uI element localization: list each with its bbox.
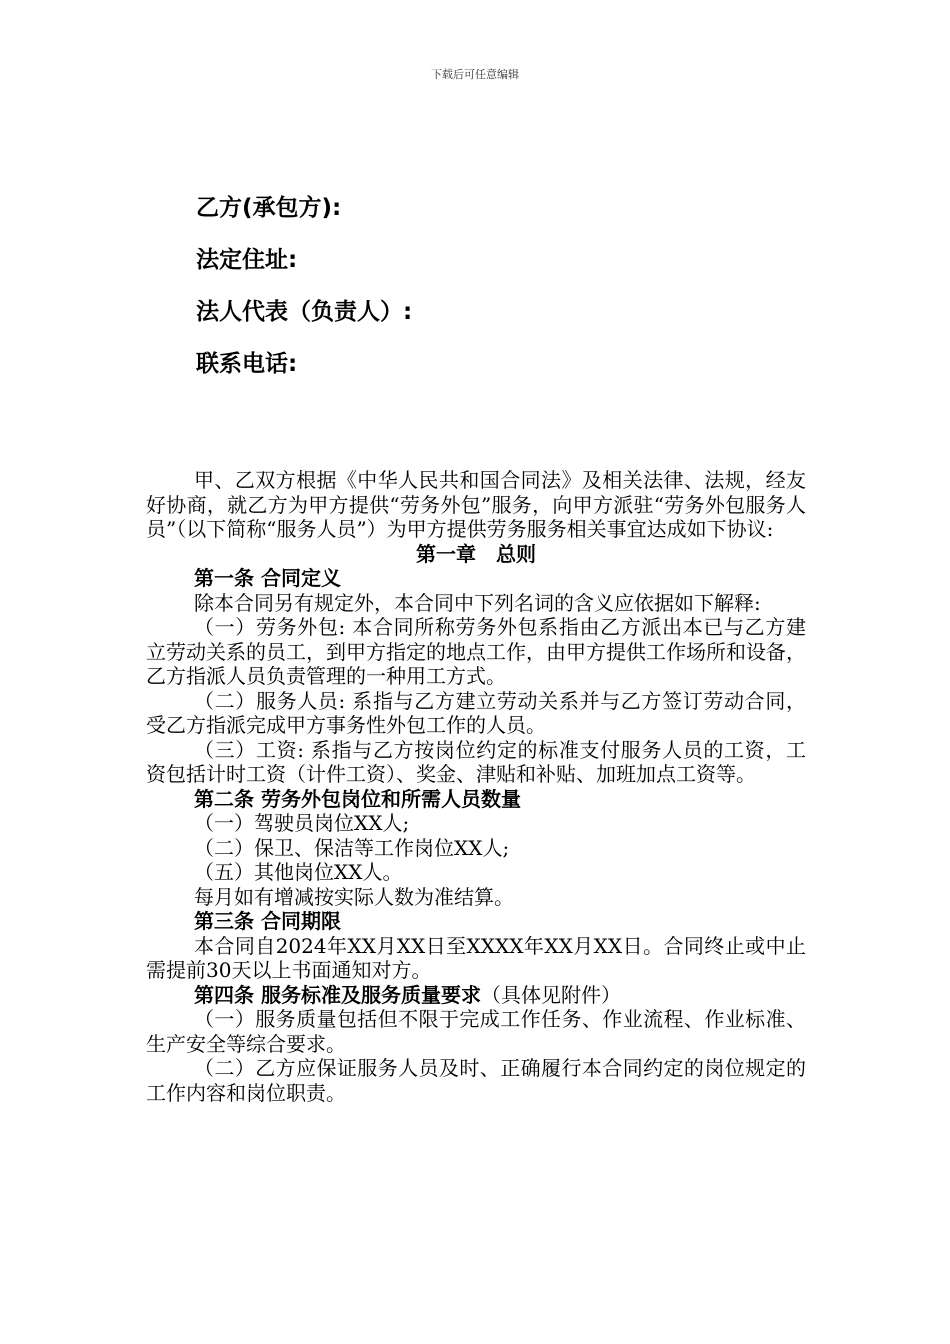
article-3-title: 第三条 合同期限: [194, 909, 341, 933]
article-4-item: （一）服务质量包括但不限于完成工作任务、作业流程、作业标准、生产安全等综合要求。: [146, 1007, 806, 1056]
article-4-title: [146, 983, 806, 1008]
article-1-item: （一）劳务外包: 本合同所称劳务外包系指由乙方派出本已与乙方建立劳动关系的员工，到甲方指定的地点工作，由甲方提供工作场所和设备，乙方指派人员负责管理的一种用工方式。: [146, 615, 806, 688]
article-4-item: （二）乙方应保证服务人员及时、正确履行本合同约定的岗位规定的工作内容和岗位职责。: [146, 1056, 806, 1105]
article-1-title: 第一条 合同定义: [194, 566, 341, 590]
intro-paragraph: 甲、乙双方根据《中华人民共和国合同法》及相关法律、法规，经友好协商，就乙方为甲方提供“劳务外包”服务，向甲方派驻“劳务外包服务人员”（以下简称“服务人员”）为甲方提供劳务服务相关事宜达成如下协议:: [146, 468, 806, 541]
article-1-item: （二）服务人员: 系指与乙方建立劳动关系并与乙方签订劳动合同，受乙方指派完成甲方事务性外包工作的人员。: [146, 688, 806, 737]
chapter-title: 第一章 总则: [416, 541, 536, 566]
article-2-item: （二）保卫、保洁等工作岗位XX人;: [194, 835, 510, 860]
article-4-note: （具体见附件）: [480, 982, 621, 1007]
article-2-title: 第二条 劳务外包岗位和所需人员数量: [194, 786, 521, 811]
article-4-title-text: 第四条 服务标准及服务质量要求: [194, 982, 481, 1007]
address-label: 法定住址:: [196, 247, 298, 273]
article-1-lead: 除本合同另有规定外，本合同中下列名词的含义应依据如下解释:: [194, 590, 761, 615]
legal-rep-label: 法人代表（负责人）:: [196, 299, 413, 325]
article-1-item: （三）工资: 系指与乙方按岗位约定的标准支付服务人员的工资，工资包括计时工资（计件工资）、奖金、津贴和补贴、加班加点工资等。: [146, 737, 806, 786]
phone-label: 联系电话:: [196, 351, 298, 377]
party-b-label: 乙方(承包方):: [196, 195, 342, 221]
contract-body: [146, 468, 806, 1105]
article-2-item: 每月如有增减按实际人数为准结算。: [194, 884, 514, 909]
article-3-text: 本合同自2024年XX月XX日至XXXX年XX月XX日。合同终止或中止需提前30天以上书面通知对方。: [146, 933, 806, 982]
party-b-info-block: [196, 182, 412, 390]
article-2-item: （五）其他岗位XX人。: [194, 860, 403, 884]
header-note: 下载后可任意编辑: [431, 68, 519, 81]
article-2-item: （一）驾驶员岗位XX人;: [194, 811, 410, 835]
